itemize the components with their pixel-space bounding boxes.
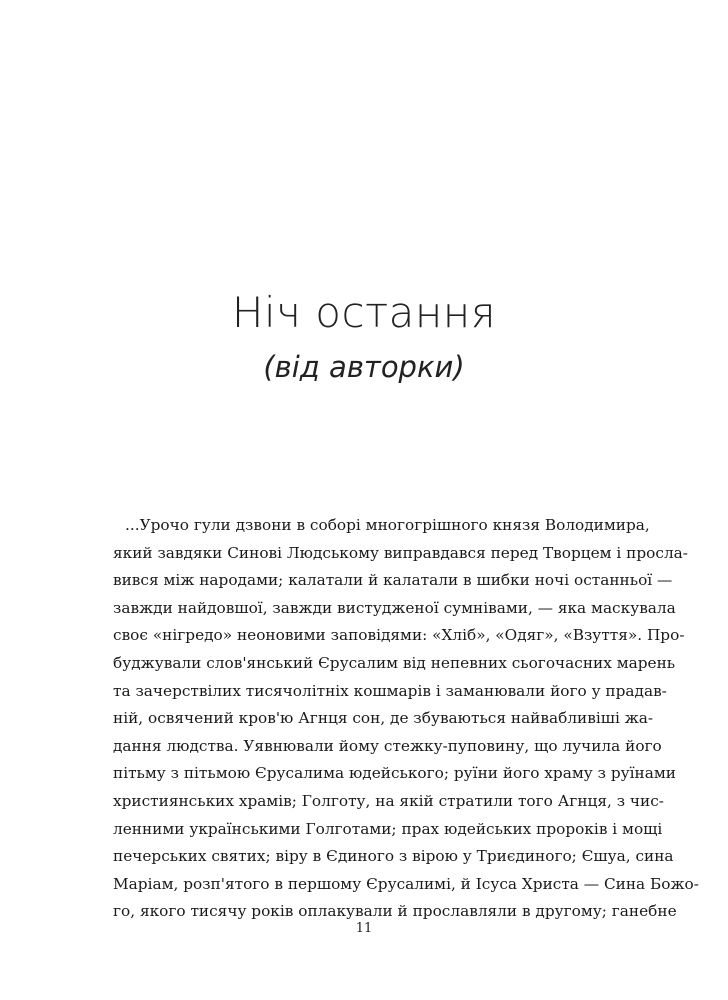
text-line: го, якого тисячу років оплакували й прославляли в другому; ганебне — [113, 902, 677, 921]
body-text — [113, 512, 699, 926]
text-line: ...Урочо гули дзвони в соборі многогрішного князя Володимира, — [125, 516, 650, 534]
text-line: дання людства. Уявнювали йому стежку-пуповину, що лучила його — [113, 736, 662, 755]
text-line: та зачерствілих тисячолітніх кошмарів і заманювали його у прадав- — [113, 681, 667, 700]
text-line: ленними українськими Голготами; прах юдейських пророків і мощі — [113, 819, 663, 838]
text-line: Маріам, розп'ятого в першому Єрусалимі, й Ісуса Христа — Сина Божо- — [113, 874, 699, 893]
text-line: ній, освячений кров'ю Агнця сон, де збуваються найвабливіші жа- — [113, 709, 654, 728]
text-line: буджували слов'янський Єрусалим від непевних сьогочасних марень — [113, 653, 676, 672]
chapter-subtitle: (від авторки) — [263, 350, 465, 384]
text-line: печерських святих; віру в Єдиного з вірою у Триєдиного; Єшуа, сина — [113, 847, 674, 866]
text-line: пітьму з пітьмою Єрусалима юдейського; руїни його храму з руїнами — [113, 764, 676, 783]
text-line: християнських храмів; Голготу, на якій стратили того Агнця, з чис- — [113, 791, 664, 810]
chapter-title: Ніч остання — [231, 288, 497, 337]
text-line: вився між народами; калатали й калатали в шибки ночі останньої — — [113, 571, 673, 590]
page-number: 11 — [355, 921, 373, 936]
text-line: своє «нігредо» неоновими заповідями: «Хліб», «Одяг», «Взуття». Про- — [113, 626, 685, 645]
text-line: який завдяки Синові Людському виправдався перед Творцем і просла- — [113, 543, 688, 562]
text-line: завжди найдовшої, завжди вистудженої сумнівами, — яка маскувала — [113, 598, 676, 617]
